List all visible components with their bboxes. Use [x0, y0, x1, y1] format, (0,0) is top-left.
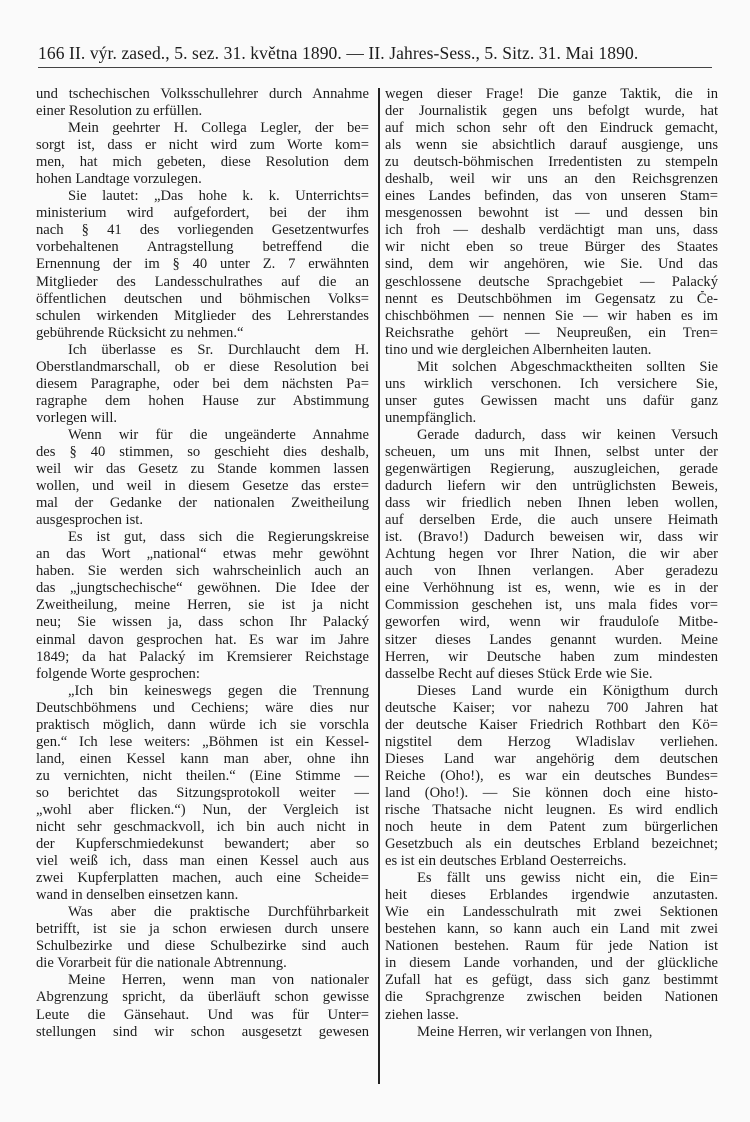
text-line: heit dieses Erblandes irgendwie anzutasten.: [385, 887, 718, 904]
text-line: die Vorarbeit für die nationale Abtrennung.: [36, 955, 287, 972]
text-line: ministerium wird aufgefordert, bei der ihm: [36, 205, 369, 222]
text-line: öffentlichen deutschen und böhmischen Volks=: [36, 290, 369, 307]
text-line: Wenn wir für die ungeänderte Annahme: [68, 426, 369, 443]
text-line: chischböhmen — nennen Sie — wir haben es im: [385, 307, 718, 324]
left-column: [36, 86, 369, 1041]
text-line: Dieses Land war angehörig dem deutschen: [385, 750, 718, 767]
text-line: wir nicht eben so treue Bürger des Staates: [385, 239, 718, 256]
text-line: der Journalistik gegen uns befolgt wurde, hat: [385, 103, 718, 120]
text-line: deutsche Kaiser; vor nahezu 700 Jahren hat: [385, 699, 718, 716]
text-line: haben. Sie werden sich wahrscheinlich auch an: [36, 563, 369, 580]
text-line: stellungen sind wir schon ausgesetzt gewesen: [36, 1023, 369, 1040]
text-line: Gerade dadurch, dass wir keinen Versuch: [417, 426, 718, 443]
text-line: und tschechischen Volksschullehrer durch Annahme: [36, 86, 369, 102]
text-line: der deutsche Kaiser Friedrich Rothbart den Kö=: [385, 716, 718, 733]
text-line: unser gutes Gewissen macht uns dafür ganz: [385, 392, 718, 409]
text-line: ist. (Bravo!) Dadurch beweisen wir, dass wir: [385, 529, 718, 546]
text-line: Ich überlasse es Sr. Durchlaucht dem H.: [68, 341, 369, 358]
text-line: gen.“ Ich lese weiters: „Böhmen ist ein Kessel-: [36, 733, 369, 750]
text-line: an das Wort „national“ etwas mehr gewöhnt: [36, 546, 369, 563]
text-line: gebührende Rücksicht zu nehmen.“: [36, 324, 244, 341]
text-line: scheuen, um uns mit Ihnen, selbst unter der: [385, 443, 718, 460]
text-line: rische Thatsache nicht leugnen. Es wird endlich: [385, 801, 718, 818]
text-line: Zweitheilung, meine Herren, sie ist ja nicht: [36, 597, 369, 614]
text-line: geworfen wird, wenn wir frauduloſe Mitbe-: [385, 614, 718, 631]
text-line: es ist ein deutsches Erbland Oesterreichs.: [385, 853, 627, 870]
text-line: praktisch möglich, dann würde ich sie vorschla: [36, 716, 369, 733]
text-line: in diesem Lande vorhanden, und der glückliche: [385, 955, 718, 972]
text-line: eines Landes befinden, das von unseren Stam=: [385, 188, 718, 205]
text-line: Nationen bestehen. Raum für jede Nation ist: [385, 938, 718, 955]
text-line: Es fällt uns gewiss nicht ein, die Ein=: [417, 870, 718, 887]
text-line: auf mich schon sehr oft den Eindruck gemacht,: [385, 120, 718, 137]
text-line: auch von Ihnen verlangen. Aber geradezu: [385, 563, 718, 580]
text-line: Achtung hegen vor Ihrer Nation, die wir aber: [385, 546, 718, 563]
text-line: hohen Landtage vorzulegen.: [36, 171, 202, 188]
text-line: mal der Gedanke der nationalen Zweitheilung: [36, 495, 369, 512]
text-line: viel weiß ich, dass man einen Kessel auch aus: [36, 853, 369, 870]
text-line: so berichtet das Sitzungsprotokoll weiter —: [36, 784, 369, 801]
text-line: schulen wirkenden Mitglieder des Lehrerstandes: [36, 307, 369, 324]
text-line: „Ich bin keineswegs gegen die Trennung: [68, 682, 369, 699]
text-line: deshalb, weil wir uns an den Reichsgrenzen: [385, 171, 718, 188]
text-line: wand in denselben einsetzen kann.: [36, 887, 239, 904]
text-line: Abgrenzung spricht, da überläuft schon gewisse: [36, 989, 369, 1006]
text-line: land (Oho!). — Sie können doch eine histo-: [385, 784, 718, 801]
text-line: Mein geehrter H. Collega Legler, der be=: [68, 120, 369, 137]
text-line: 1849; da hat Palacký im Kremsierer Reichstage: [36, 648, 369, 665]
text-line: noch heute in dem Patent zum bürgerlichen: [385, 819, 718, 836]
text-line: Deutschböhmens und Cechiens; wäre dies nur: [36, 699, 369, 716]
text-line: Dieses Land wurde ein Königthum durch: [417, 682, 718, 699]
text-line: auf derselben Erde, die auch unsere Heimath: [385, 512, 718, 529]
text-line: einer Resolution zu erfüllen.: [36, 103, 203, 120]
text-line: das „jungtschechische“ gewöhnen. Die Idee der: [36, 580, 369, 597]
text-line: Wie ein Landesschulrath mit zwei Sektionen: [385, 904, 718, 921]
text-line: zwei Kupferplatten machen, auch eine Scheide=: [36, 870, 369, 887]
text-line: Reiche (Oho!), es war ein deutsches Bundes=: [385, 767, 718, 784]
text-line: Meine Herren, wir verlangen von Ihnen,: [417, 1023, 653, 1040]
text-line: weil wir das Gesetz zu Stande kommen lassen: [36, 461, 369, 478]
text-line: ragraphe dem hohen Hause zur Abstimmung: [36, 392, 369, 409]
text-line: der Kupferschmiedekunst bewandert; aber so: [36, 836, 369, 853]
right-column: [385, 86, 718, 1041]
text-line: betrifft, ist sie ja schon erwiesen durch unsere: [36, 921, 369, 938]
text-line: „wohl aber flicken.“) Nun, der Vergleich ist: [36, 801, 369, 818]
text-line: neu; Sie wissen ja, dass schon Ihr Palacký: [36, 614, 369, 631]
text-line: die Sprachgrenze zwischen beiden Nationen: [385, 989, 718, 1006]
text-line: Sie lautet: „Das hohe k. k. Unterrichts=: [68, 188, 369, 205]
text-line: Gesetzbuch als ein deutsches Erbland bezeichnet;: [385, 836, 718, 853]
text-line: sitzer dieses Landes genannt wurden. Meine: [385, 631, 718, 648]
text-line: gegenwärtigen Regierung, auszugleichen, gerade: [385, 461, 718, 478]
text-line: folgende Worte gesprochen:: [36, 665, 200, 682]
text-line: nach § 41 des vorliegenden Gesetzentwurfes: [36, 222, 369, 239]
text-line: Commission geschehen ist, uns mala fides vor=: [385, 597, 718, 614]
text-line: Schulbezirke und diese Schulbezirke sind auch: [36, 938, 369, 955]
text-line: men, hat mich gebeten, diese Resolution dem: [36, 154, 369, 171]
running-head: 166 II. výr. zased., 5. sez. 31. května 1890. — II. Jahres-Sess., 5. Sitz. 31. Mai 1890.: [38, 43, 712, 68]
text-line: zu deutsch-böhmischen Irredentisten zu stempeln: [385, 154, 718, 171]
text-line: sorgt ist, dass er nicht wird zum Worte kom=: [36, 137, 369, 154]
text-line: uns wirklich verschonen. Ich versichere Sie,: [385, 375, 718, 392]
text-line: dasselbe Recht auf dieses Stück Erde wie Sie.: [385, 665, 653, 682]
text-line: nigstitel dem Herzog Wladislav verliehen.: [385, 733, 718, 750]
text-line: dass wir friedlich neben Ihnen leben wollen,: [385, 495, 718, 512]
text-line: diesem Paragraphe, oder bei dem nächsten Pa=: [36, 375, 369, 392]
text-line: nicht sehr geschmackvoll, ich bin auch nicht in: [36, 819, 369, 836]
text-line: Mit solchen Abgeschmacktheiten sollten Sie: [417, 358, 718, 375]
text-line: einmal davon gesprochen hat. Es war im Jahre: [36, 631, 369, 648]
text-line: ausgesprochen ist.: [36, 512, 143, 529]
text-line: des § 40 stimmen, so geschieht dies deshalb,: [36, 443, 369, 460]
column-divider: [378, 88, 380, 1084]
text-line: eine Verhöhnung ist es, wenn, wie es in der: [385, 580, 718, 597]
text-line: zu vernichten, nicht theilen.“ (Eine Stimme —: [36, 767, 369, 784]
text-line: Was aber die praktische Durchführbarkeit: [68, 904, 369, 921]
text-line: vorbehaltenen Antragstellung betreffend die: [36, 239, 369, 256]
text-line: ich froh — deshalb verdächtigt man uns, dass: [385, 222, 718, 239]
text-line: Oberstlandmarschall, ob er diese Resolution bei: [36, 358, 369, 375]
text-line: bestehen kann, so kann auch ein Land mit zwei: [385, 921, 718, 938]
text-line: vorlegen will.: [36, 409, 118, 426]
text-line: Mitglieder des Landesschulrathes auf die an: [36, 273, 369, 290]
text-line: als wenn sie absichtlich darauf ausgienge, uns: [385, 137, 718, 154]
text-line: geschlossene deutsche Sprachgebiet — Palacký: [385, 273, 718, 290]
text-line: wollen, und weil in diesem Gesetze das erste=: [36, 478, 369, 495]
text-line: Herren, wir Deutsche haben zum mindesten: [385, 648, 718, 665]
text-line: mesgenossen bewohnt ist — und dessen bin: [385, 205, 718, 222]
text-line: sind, dem wir angehören, wie Sie. Und das: [385, 256, 718, 273]
text-line: land, einen Kessel kann man aber, ohne ihn: [36, 750, 369, 767]
text-line: dadurch liefern wir den untrüglichsten Beweis,: [385, 478, 718, 495]
text-line: Meine Herren, wenn man von nationaler: [68, 972, 369, 989]
text-line: Leute die Gänsehaut. Und was für Unter=: [36, 1006, 369, 1023]
text-line: unempfänglich.: [385, 409, 477, 426]
text-line: ziehen lasse.: [385, 1006, 459, 1023]
text-line: Zufall hat es gefügt, dass sich ganz bestimmt: [385, 972, 718, 989]
text-line: tino und wie dergleichen Albernheiten lauten.: [385, 341, 652, 358]
text-line: nennt es Deutschböhmen im Gegensatz zu Če-: [385, 290, 718, 307]
text-line: Ernennung der im § 40 unter Z. 7 erwähnten: [36, 256, 369, 273]
text-line: wegen dieser Frage! Die ganze Taktik, die in: [385, 86, 718, 102]
text-line: Es ist gut, dass sich die Regierungskreise: [68, 529, 369, 546]
text-line: Reichsrathe gehört — Neupreußen, ein Tren=: [385, 324, 718, 341]
